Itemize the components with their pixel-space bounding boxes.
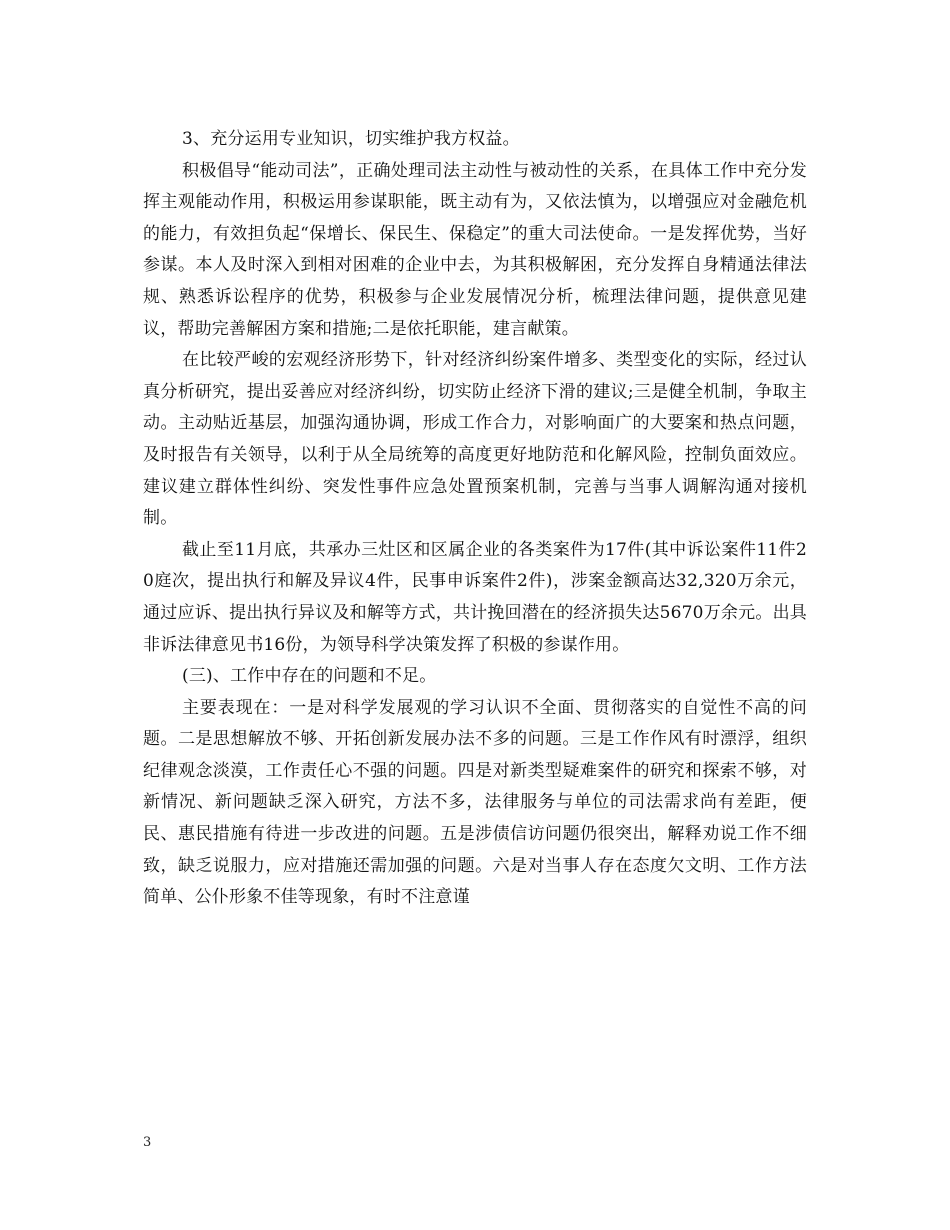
paragraph-main-problems: 主要表现在：一是对科学发展观的学习认识不全面、贯彻落实的自觉性不高的问题。二是思想解放不够、开拓创新发展办法不多的问题。三是工作作风有时漂浮，组织纪律观念淡漠，工作责任心不强的问题。四是对新类型疑难案件的研究和探索不够，对新情况、新问题缺乏深入研究，方法不多，法律服务与单位的司法需求尚有差距，便民、惠民措施有待进一步改进的问题。五是涉债信访问题仍很突出，解释劝说工作不细致，缺乏说服力，应对措施还需加强的问题。六是对当事人存在态度欠文明、工作方法简单、公仆形象不佳等现象，有时不注意谨 bbox=[143, 697, 807, 908]
document-body bbox=[143, 124, 807, 914]
paragraph-active-justice: 积极倡导“能动司法”，正确处理司法主动性与被动性的关系，在具体工作中充分发挥主观能动作用，积极运用参谋职能，既主动有为，又依法慎为，以增强应对金融危机的能力，有效担负起“保增长、保民生、保稳定”的重大司法使命。一是发挥优势，当好参谋。本人及时深入到相对困难的企业中去，为其积极解困，充分发挥自身精通法律法规、熟悉诉讼程序的优势，积极参与企业发展情况分析，梳理法律问题，提供意见建议，帮助完善解困方案和措施;二是依托职能，建言献策。 bbox=[143, 160, 807, 339]
paragraph-problems-heading: (三)、工作中存在的问题和不足。 bbox=[182, 666, 437, 687]
page-number: 3 bbox=[143, 1135, 152, 1150]
paragraph-case-statistics: 截止至11月底，共承办三灶区和区属企业的各类案件为17件(其中诉讼案件11件20庭次，提出执行和解及异议4件，民事申诉案件2件)，涉案金额高达32,320万余元，通过应诉、提出执行异议及和解等方式，共计挽回潜在的经济损失达5670万余元。出具非诉法律意见书16份，为领导科学决策发挥了积极的参谋作用。 bbox=[143, 539, 807, 655]
paragraph-section-heading-3: 3、充分运用专业知识，切实维护我方权益。 bbox=[182, 129, 520, 149]
paragraph-economic-situation: 在比较严峻的宏观经济形势下，针对经济纠纷案件增多、类型变化的实际，经过认真分析研究，提出妥善应对经济纠纷，切实防止经济下滑的建议;三是健全机制，争取主动。主动贴近基层，加强沟通协调，形成工作合力，对影响面广的大要案和热点问题，及时报告有关领导，以利于从全局统筹的高度更好地防范和化解风险，控制负面效应。建议建立群体性纠纷、突发性事件应急处置预案机制，完善与当事人调解沟通对接机制。 bbox=[143, 350, 807, 529]
